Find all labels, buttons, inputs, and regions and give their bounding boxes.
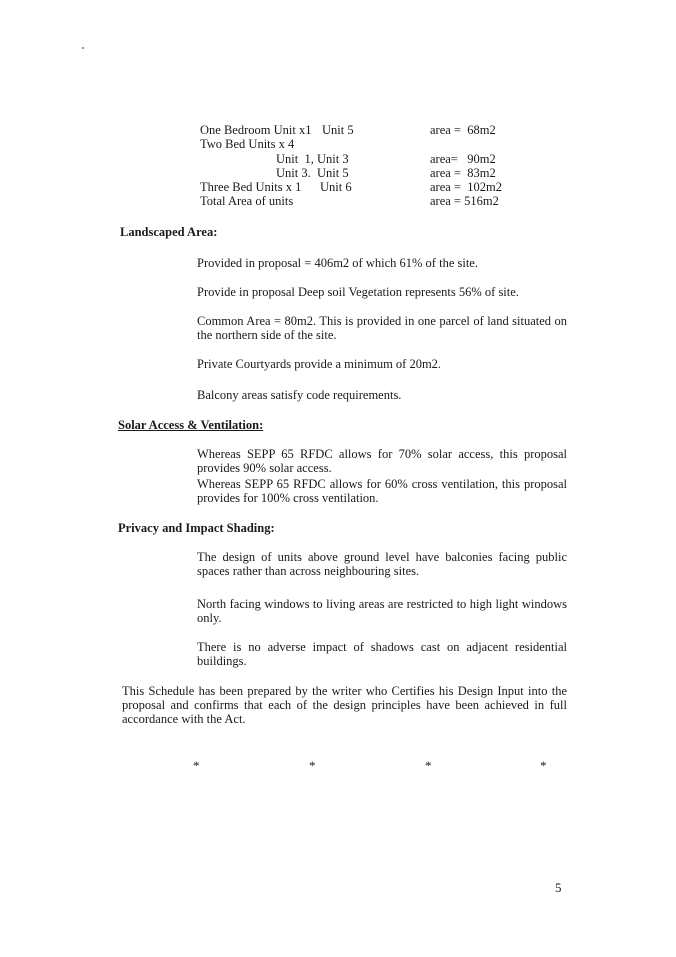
landscaped-p2: Provide in proposal Deep soil Vegetation represents 56% of site. xyxy=(197,285,519,299)
landscaped-p4: Private Courtyards provide a minimum of 20m2. xyxy=(197,357,442,371)
two-bed-row2-units: Unit 3. Unit 5 xyxy=(276,166,349,180)
scan-speck xyxy=(82,47,84,49)
solar-p1: Whereas SEPP 65 RFDC allows for 70% solar access, this proposal provides 90% solar access. xyxy=(197,447,567,475)
two-bed-row1-area: area= 90m2 xyxy=(430,152,496,166)
divider-star: * xyxy=(193,758,200,773)
total-area-value: area = 516m2 xyxy=(430,194,499,208)
closing-statement: This Schedule has been prepared by the writer who Certifies his Design Input into the proposal and confirms that each of the design principles have been achieved in full accordance with the Act. xyxy=(122,684,567,726)
total-area-label: Total Area of units xyxy=(200,194,294,208)
solar-p2: Whereas SEPP 65 RFDC allows for 60% cross ventilation, this proposal provides for 100% cross ventilation. xyxy=(197,477,567,505)
privacy-p1: The design of units above ground level have balconies facing public spaces rather than across neighbouring sites. xyxy=(197,550,567,578)
one-bed-area: area = 68m2 xyxy=(430,123,496,137)
privacy-p2: North facing windows to living areas are restricted to high light windows only. xyxy=(197,597,567,625)
divider-star: * xyxy=(309,758,316,773)
page-number: 5 xyxy=(555,880,562,895)
three-bed-label: Three Bed Units x 1 xyxy=(200,180,302,194)
two-bed-row1-units: Unit 1, Unit 3 xyxy=(276,152,349,166)
privacy-heading: Privacy and Impact Shading: xyxy=(118,521,275,535)
three-bed-area: area = 102m2 xyxy=(430,180,502,194)
two-bed-row2-area: area = 83m2 xyxy=(430,166,496,180)
one-bed-label: One Bedroom Unit x1 xyxy=(200,123,312,137)
one-bed-unit: Unit 5 xyxy=(322,123,354,137)
privacy-p3: There is no adverse impact of shadows cast on adjacent residential buildings. xyxy=(197,640,567,668)
landscaped-p1: Provided in proposal = 406m2 of which 61% of the site. xyxy=(197,256,478,270)
divider-star: * xyxy=(425,758,432,773)
two-bed-label: Two Bed Units x 4 xyxy=(200,137,295,151)
landscaped-p3: Common Area = 80m2. This is provided in one parcel of land situated on the northern side of the site. xyxy=(197,314,567,342)
three-bed-unit: Unit 6 xyxy=(320,180,352,194)
solar-heading: Solar Access & Ventilation: xyxy=(118,418,264,432)
landscaped-heading: Landscaped Area: xyxy=(120,225,218,239)
divider-star: * xyxy=(540,758,547,773)
landscaped-p5: Balcony areas satisfy code requirements. xyxy=(197,388,402,402)
